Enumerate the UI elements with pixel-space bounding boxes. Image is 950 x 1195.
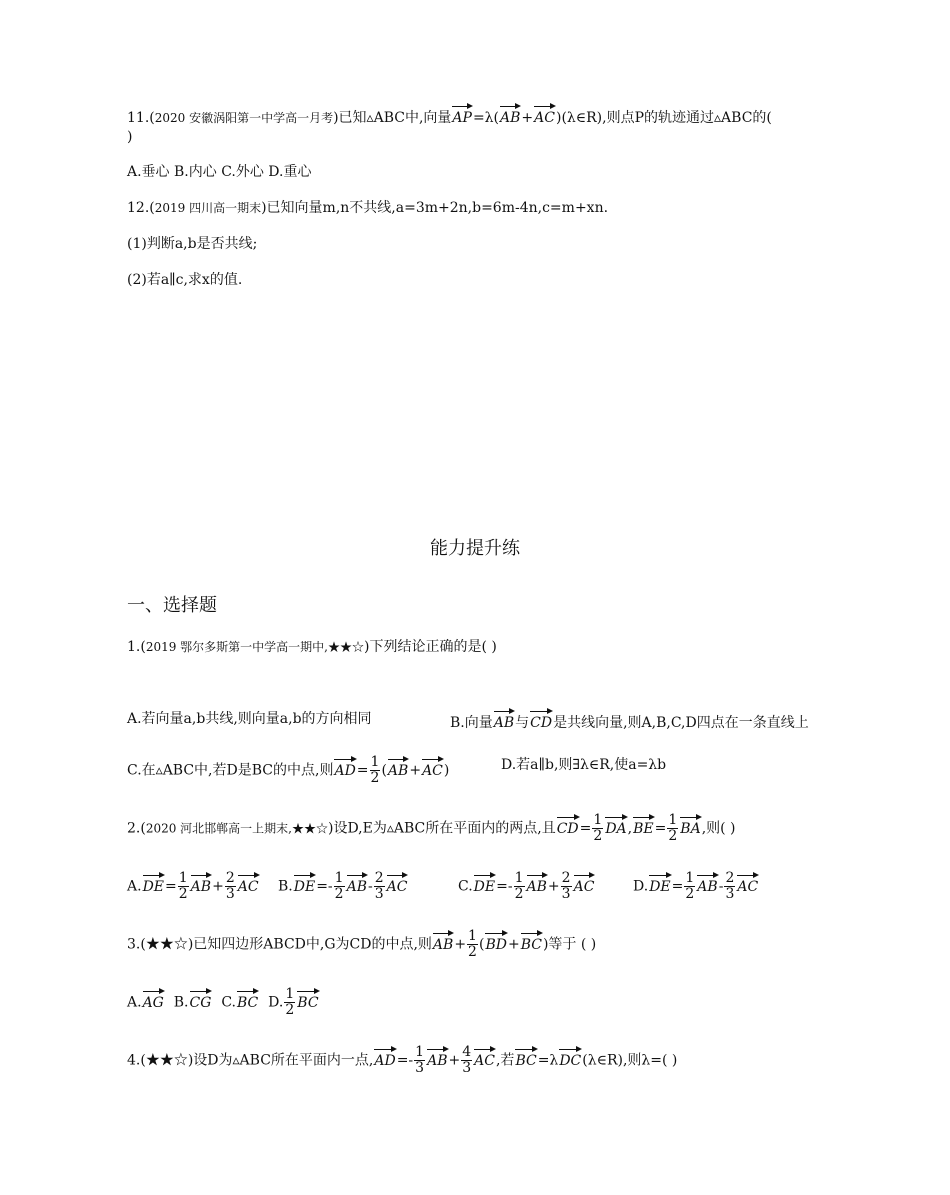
- p3-options: A.AG B.CG C.BC D. $\frac{1}{2}$ BC: [127, 986, 319, 1018]
- vector: AD: [334, 762, 356, 779]
- fraction: $\frac{2}{3}$: [725, 870, 735, 902]
- vector: AB: [526, 878, 547, 895]
- p2-option-b: B.DE=- $\frac{1}{2}$ AB- $\frac{2}{3}$ AC: [278, 870, 408, 902]
- vector: CD: [556, 820, 579, 837]
- vector: DE: [473, 878, 496, 895]
- fraction: $\frac{4}{3}$: [462, 1044, 472, 1076]
- q11-line: 11.(2020 安徽涡阳第一中学高一月考)已知▵ABC中,向量AP=λ(AB+AC)(λ∈R),则点P的轨迹通过▵ABC的(: [127, 110, 772, 126]
- fraction: $\frac{1}{2}$: [468, 928, 477, 960]
- fraction: $\frac{2}{3}$: [561, 870, 571, 902]
- vector: AD: [374, 1052, 396, 1069]
- fraction: $\frac{1}{2}$: [334, 870, 344, 902]
- p2-stem: 2.(2020 河北邯郸高一上期末,★★☆)设D,E为▵ABC所在平面内的两点,且CD= $\frac{1}{2}$ DA,BE= $\frac{1}{2}$ BA,则( ): [127, 812, 736, 844]
- p1-option-c: C.在▵ABC中,若D是BC的中点,则AD= $\frac{1}{2}$ (AB+AC): [127, 754, 450, 786]
- fraction: $\frac{2}{3}$: [225, 870, 235, 902]
- fraction: $\frac{1}{2}$: [370, 754, 380, 786]
- fraction: $\frac{1}{2}$: [178, 870, 188, 902]
- section-subtitle: 一、选择题: [127, 595, 217, 616]
- vector: DE: [293, 878, 316, 895]
- p2-option-c: C.DE=- $\frac{1}{2}$ AB+ $\frac{2}{3}$ AC: [458, 870, 595, 902]
- p2-source: 2020 河北邯郸高一上期末,★★☆: [145, 821, 328, 836]
- vector: AC: [573, 878, 595, 895]
- vector: AB: [697, 878, 718, 895]
- vector: AB: [432, 936, 454, 953]
- p3-stem: 3.(★★☆)已知四边形ABCD中,G为CD的中点,则AB+ $\frac{1}{2}$ (BD+BC)等于 ( ): [127, 928, 597, 960]
- vector: AC: [237, 878, 259, 895]
- fraction: $\frac{1}{2}$: [285, 986, 295, 1018]
- fraction: $\frac{1}{2}$: [593, 812, 603, 844]
- p1-source: 2019 鄂尔多斯第一中学高一期中,★★☆: [145, 640, 364, 654]
- p2-option-a: A.DE= $\frac{1}{2}$ AB+ $\frac{2}{3}$ AC: [127, 870, 259, 902]
- p1-option-b: B.向量AB与CD是共线向量,则A,B,C,D四点在一条直线上: [450, 715, 809, 731]
- vector: AB: [346, 878, 367, 895]
- fraction: $\frac{1}{2}$: [685, 870, 695, 902]
- vector: AB: [387, 762, 409, 779]
- p4-stem: 4.(★★☆)设D为▵ABC所在平面内一点,AD=- $\frac{1}{3}$ AB+ $\frac{4}{3}$ AC,若BC=λDC(λ∈R),则λ=( ): [127, 1044, 678, 1076]
- vector: BC: [515, 1052, 537, 1069]
- vector: DE: [142, 878, 165, 895]
- vector: AP: [452, 110, 472, 126]
- vector: DA: [605, 820, 627, 837]
- fraction: $\frac{1}{3}$: [415, 1044, 425, 1076]
- vector: AB: [190, 878, 212, 895]
- vector: DC: [559, 1052, 582, 1069]
- fraction: $\frac{1}{2}$: [514, 870, 524, 902]
- vector: AC: [737, 878, 759, 895]
- vector: BC: [237, 994, 259, 1011]
- q11-options: A.垂心 B.内心 C.外心 D.重心: [127, 164, 312, 180]
- p1-option-a: A.若向量a,b共线,则向量a,b的方向相同: [127, 711, 372, 727]
- q11-line-cont: ): [127, 129, 133, 145]
- vector: AC: [474, 1052, 495, 1069]
- p2-option-d: D.DE= $\frac{1}{2}$ AB- $\frac{2}{3}$ AC: [633, 870, 759, 902]
- q12-source: 2019 四川高一期末: [154, 201, 262, 215]
- vector: CG: [189, 994, 212, 1011]
- q11-source: 2020 安徽涡阳第一中学高一月考: [154, 111, 334, 125]
- q12-part1: (1)判断a,b是否共线;: [127, 236, 258, 252]
- vector: AB: [493, 715, 515, 731]
- vector: AC: [386, 878, 408, 895]
- vector: AB: [427, 1052, 448, 1069]
- section-title: 能力提升练: [430, 538, 520, 559]
- vector: BC: [297, 994, 319, 1011]
- vector: AC: [534, 110, 555, 126]
- vector: CD: [530, 715, 553, 731]
- p1-stem: 1.(2019 鄂尔多斯第一中学高一期中,★★☆)下列结论正确的是( ): [127, 639, 497, 655]
- vector: AC: [422, 762, 443, 779]
- q12-part2: (2)若a∥c,求x的值.: [127, 272, 243, 288]
- vector: AB: [500, 110, 521, 126]
- vector: BC: [520, 936, 542, 953]
- vector: AG: [142, 994, 164, 1011]
- vector: BE: [633, 820, 654, 837]
- vector: BA: [680, 820, 701, 837]
- q12-line: 12.(2019 四川高一期末)已知向量m,n不共线,a=3m+2n,b=6m-4n,c=m+xn.: [127, 200, 609, 216]
- fraction: $\frac{1}{2}$: [668, 812, 678, 844]
- vector: DE: [649, 878, 671, 895]
- vector: BD: [485, 936, 507, 953]
- p1-option-d: D.若a∥b,则∃λ∈R,使a=λb: [501, 757, 667, 773]
- fraction: $\frac{2}{3}$: [374, 870, 384, 902]
